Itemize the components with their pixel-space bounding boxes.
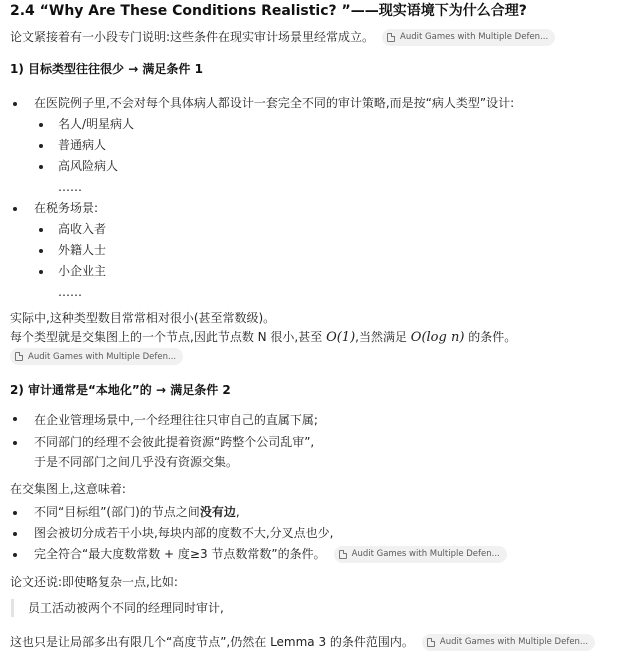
summary-line-2: [10, 327, 633, 348]
list-item: 普通病人: [10, 135, 633, 156]
list-item-hospital: [10, 93, 633, 114]
blockquote: [11, 599, 633, 617]
document-icon: [427, 638, 435, 647]
section1-list: [10, 93, 633, 303]
intro-row: [10, 25, 633, 49]
list-item: 图会被切分成若干小块,每块内部的度数不大,分叉点也少,: [10, 523, 633, 544]
summary-text-b: ,当然满足: [355, 330, 411, 344]
graph-intro: 在交集图上,这意味着:: [10, 482, 126, 496]
citation-chip[interactable]: [334, 546, 507, 563]
summary-text-c: 的条件。: [464, 330, 517, 344]
math-ologn: O(log n): [410, 330, 465, 345]
list-item: ……: [58, 285, 82, 299]
document-icon: [15, 352, 23, 361]
list-item-text: 不同部门的经理不会彼此提着资源“跨整个公司乱审”,: [34, 435, 315, 449]
section1-heading: 1) 目标类型往往很少 → 满足条件 1: [10, 62, 203, 76]
summary-line-1: 实际中,这种类型数目常常相对很小(甚至常数级)。: [10, 311, 276, 325]
citation-chip-label: Audit Games with Multiple Defen...: [439, 637, 589, 647]
document-icon: [387, 33, 395, 42]
summary-text-a: 每个类型就是交集图上的一个节点,因此节点数 N 很小,甚至: [10, 330, 327, 344]
graph-item-a-end: ,: [235, 505, 240, 519]
graph-item-a-bold: 没有边: [199, 505, 236, 519]
list-item: ……: [58, 180, 82, 194]
list-item-text: 于是不同部门之间几乎没有资源交集。: [34, 455, 239, 469]
list-item: 高收入者: [10, 219, 633, 240]
citation-chip[interactable]: [422, 634, 595, 651]
citation-chip-label: Audit Games with Multiple Defen...: [28, 351, 177, 362]
section2-list: [10, 408, 633, 472]
list-item: [10, 432, 633, 472]
list-item: 在企业管理场景中,一个经理往往只审自己的直属下属;: [10, 408, 633, 432]
list-item: 名人/明星病人: [10, 114, 633, 135]
document-icon: [339, 550, 347, 559]
math-o1: O(1): [326, 330, 356, 345]
final-text: 这也只是让局部多出有限几个“高度节点”,仍然在 Lemma 3 的条件范围内。: [10, 635, 414, 649]
remark-text: 论文还说:即使略复杂一点,比如:: [10, 575, 178, 589]
hospital-text: 在医院例子里,不会对每个具体病人都设计一套完全不同的审计策略,而是按“病人类型”设计:: [34, 96, 515, 110]
list-item: [10, 544, 633, 565]
intro-text: 论文紧接着有一小段专门说明:这些条件在现实审计场景里经常成立。: [10, 30, 375, 44]
citation-chip[interactable]: [10, 348, 183, 365]
list-item: 小企业主: [10, 261, 633, 282]
citation-chip[interactable]: [382, 29, 555, 46]
chip-row: [10, 348, 633, 368]
citation-chip-label: Audit Games with Multiple Defen...: [351, 549, 500, 559]
section-title: 2.4 “Why Are These Conditions Realistic? ”——现实语境下为什么合理?: [10, 3, 527, 19]
list-item: 外籍人士: [10, 240, 633, 261]
list-item: [10, 502, 633, 523]
list-item-tax: [10, 198, 633, 219]
quote-text: 员工活动被两个不同的经理同时审计,: [28, 601, 224, 615]
tax-text: 在税务场景:: [34, 201, 99, 215]
list-item: 高风险病人: [10, 156, 633, 177]
citation-chip-label: Audit Games with Multiple Defen...: [400, 32, 549, 42]
graph-item-a: 不同“目标组”(部门)的节点之间: [34, 505, 200, 519]
section2-heading: 2) 审计通常是“本地化”的 → 满足条件 2: [10, 383, 231, 397]
graph-item-c: 完全符合“最大度数常数 + 度≥3 节点数常数”的条件。: [34, 547, 326, 561]
final-row: [10, 633, 633, 651]
graph-list: [10, 502, 633, 565]
